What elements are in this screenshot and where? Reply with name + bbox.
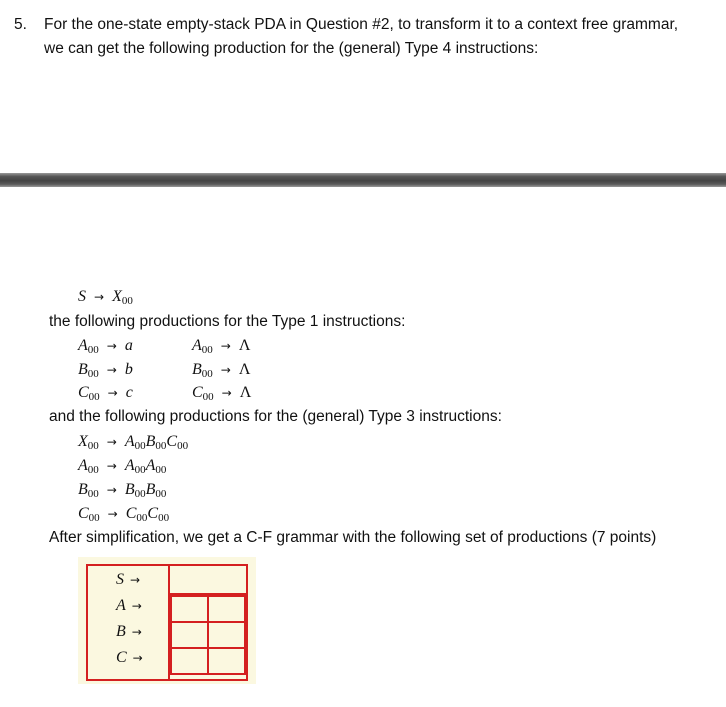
type1-sub: 00 bbox=[202, 391, 214, 403]
type1-prod-left-2 bbox=[78, 361, 133, 380]
answer-row-b bbox=[88, 619, 168, 645]
type3-rhs-symbol: A bbox=[145, 457, 156, 474]
arrow-icon: → bbox=[220, 339, 231, 353]
answer-cell-b-2[interactable] bbox=[208, 622, 245, 648]
arrow-icon: → bbox=[106, 483, 117, 497]
type3-rhs-symbol: C bbox=[125, 505, 137, 522]
type3-rhs-symbol: A bbox=[124, 433, 135, 450]
arrow-icon: → bbox=[106, 435, 117, 449]
type4-rhs-sub: 00 bbox=[121, 295, 133, 307]
lambda-symbol: Λ bbox=[238, 361, 251, 378]
answer-lhs-s: S bbox=[116, 571, 124, 588]
type3-rhs-symbol: C bbox=[166, 433, 178, 450]
type1-lhs: C bbox=[78, 384, 89, 401]
type3-sub: 00 bbox=[87, 464, 99, 476]
type1-lhs: C bbox=[192, 384, 203, 401]
type3-sub: 00 bbox=[136, 512, 148, 524]
type1-prod-right-2 bbox=[192, 361, 250, 380]
arrow-icon: → bbox=[220, 363, 231, 377]
lambda-symbol: Λ bbox=[239, 384, 252, 401]
conclusion-text: After simplification, we get a C-F grammar with the following set of productions (7 points) bbox=[49, 529, 657, 546]
type3-rhs-symbol: B bbox=[124, 481, 135, 498]
type3-sub: 00 bbox=[134, 440, 146, 452]
type3-sub: 00 bbox=[134, 488, 146, 500]
type4-rhs: X bbox=[112, 288, 122, 305]
question-text-line-1: For the one-state empty-stack PDA in Question #2, to transform it to a context free grammar, bbox=[44, 16, 679, 33]
answer-cell-a-1[interactable] bbox=[171, 596, 208, 622]
type3-prod-2 bbox=[78, 457, 166, 476]
type1-rhs: c bbox=[125, 384, 133, 401]
type4-lhs: S bbox=[78, 288, 86, 305]
type1-intro: the following productions for the Type 1 instructions: bbox=[49, 313, 406, 330]
type1-sub: 00 bbox=[87, 344, 99, 356]
type3-sub: 00 bbox=[155, 488, 167, 500]
type1-lhs: B bbox=[78, 361, 88, 378]
answer-lhs-c: C bbox=[116, 649, 127, 666]
answer-lhs-column bbox=[87, 565, 169, 680]
arrow-icon: → bbox=[131, 625, 142, 639]
answer-cell-c-1[interactable] bbox=[171, 648, 208, 674]
type1-prod-left-1 bbox=[78, 337, 133, 356]
type1-sub: 00 bbox=[201, 344, 213, 356]
type4-production bbox=[78, 288, 133, 307]
type3-prod-4 bbox=[78, 505, 169, 524]
answer-subgrid-container bbox=[169, 594, 247, 680]
type3-rhs-symbol: A bbox=[124, 457, 135, 474]
type1-prod-left-3 bbox=[78, 384, 133, 403]
type3-lhs: C bbox=[78, 505, 89, 522]
answer-subgrid bbox=[170, 595, 246, 675]
type3-sub: 00 bbox=[87, 488, 99, 500]
type3-rhs-symbol: B bbox=[145, 433, 156, 450]
answer-row-a bbox=[88, 593, 168, 619]
type3-sub: 00 bbox=[134, 464, 146, 476]
question-text-line-2: we can get the following production for the (general) Type 4 instructions: bbox=[44, 40, 539, 57]
question-number: 5. bbox=[14, 16, 27, 33]
answer-cell-a-2[interactable] bbox=[208, 596, 245, 622]
type3-sub: 00 bbox=[158, 512, 170, 524]
arrow-icon: → bbox=[106, 363, 117, 377]
arrow-icon: → bbox=[130, 573, 141, 587]
arrow-icon: → bbox=[107, 386, 118, 400]
lambda-symbol: Λ bbox=[238, 337, 251, 354]
type3-lhs: X bbox=[78, 433, 88, 450]
type3-sub: 00 bbox=[177, 440, 189, 452]
answer-table bbox=[86, 564, 248, 681]
page-divider bbox=[0, 173, 726, 187]
type3-intro: and the following productions for the (general) Type 3 instructions: bbox=[49, 408, 502, 425]
type1-lhs: A bbox=[192, 337, 202, 354]
answer-row-s bbox=[88, 566, 168, 593]
type1-sub: 00 bbox=[201, 368, 213, 380]
arrow-icon: → bbox=[94, 290, 105, 304]
answer-lhs-a: A bbox=[116, 597, 126, 614]
type1-prod-right-3 bbox=[192, 384, 251, 403]
arrow-icon: → bbox=[221, 386, 232, 400]
arrow-icon: → bbox=[106, 459, 117, 473]
type3-sub: 00 bbox=[155, 464, 167, 476]
type3-rhs-symbol: C bbox=[147, 505, 159, 522]
type1-rhs: a bbox=[124, 337, 133, 354]
type3-sub: 00 bbox=[88, 512, 100, 524]
answer-cell-s[interactable] bbox=[169, 565, 247, 594]
type3-sub: 00 bbox=[155, 440, 167, 452]
type3-rhs-symbol: B bbox=[145, 481, 156, 498]
type3-prod-3 bbox=[78, 481, 166, 500]
type1-lhs: B bbox=[192, 361, 202, 378]
answer-lhs-b: B bbox=[116, 623, 126, 640]
answer-row-c bbox=[88, 645, 168, 671]
type1-sub: 00 bbox=[87, 368, 99, 380]
arrow-icon: → bbox=[132, 651, 143, 665]
type1-rhs: b bbox=[124, 361, 133, 378]
answer-cell-c-2[interactable] bbox=[208, 648, 245, 674]
type1-prod-right-1 bbox=[192, 337, 250, 356]
type3-lhs: B bbox=[78, 481, 88, 498]
arrow-icon: → bbox=[106, 339, 117, 353]
answer-cell-b-1[interactable] bbox=[171, 622, 208, 648]
type1-sub: 00 bbox=[88, 391, 100, 403]
type1-lhs: A bbox=[78, 337, 88, 354]
type3-prod-1 bbox=[78, 433, 188, 452]
arrow-icon: → bbox=[107, 507, 118, 521]
type3-sub: 00 bbox=[87, 440, 99, 452]
arrow-icon: → bbox=[131, 599, 142, 613]
type3-lhs: A bbox=[78, 457, 88, 474]
